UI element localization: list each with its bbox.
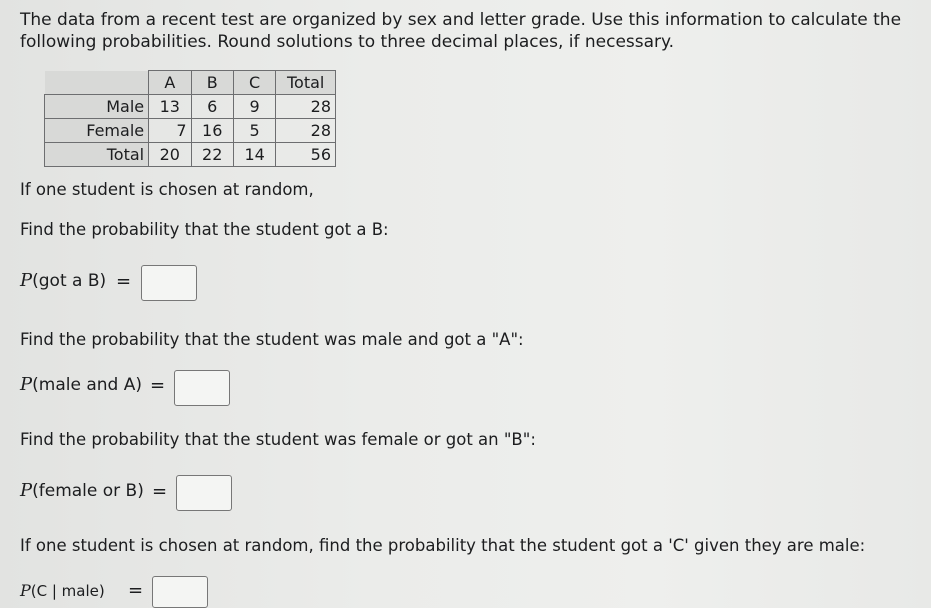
- intro-line-2: following probabilities. Round solutions to three decimal places, if necessary.: [20, 32, 675, 52]
- p-symbol: P: [20, 480, 33, 501]
- row-label-female: Female: [45, 119, 149, 143]
- equals-sign: =: [150, 375, 166, 396]
- p-symbol: P: [20, 374, 33, 395]
- table-cell: 16: [191, 119, 233, 143]
- table-cell: 6: [191, 95, 233, 119]
- table-cell: 22: [191, 143, 233, 167]
- expression-body: (female or B): [32, 481, 144, 501]
- equals-sign: =: [152, 481, 168, 502]
- equals-sign: =: [128, 580, 144, 601]
- expression-female-or-b: [20, 480, 144, 501]
- intro-text: [20, 9, 901, 53]
- table-header-total: Total: [276, 71, 336, 95]
- table-row: [45, 119, 336, 143]
- question-1: Find the probability that the student got a B:: [20, 220, 389, 239]
- row-label-male: Male: [45, 95, 149, 119]
- p-symbol: P: [20, 581, 31, 600]
- row-label-total: Total: [45, 143, 149, 167]
- expression-c-given-male: [20, 581, 105, 600]
- question-2: Find the probability that the student was male and got a "A":: [20, 330, 524, 349]
- expression-got-b: [20, 270, 106, 291]
- answer-input-got-b[interactable]: [141, 265, 197, 301]
- grade-table: [44, 70, 336, 167]
- table-header-a: A: [149, 71, 191, 95]
- expression-male-and-a: [20, 374, 142, 395]
- equals-sign: =: [116, 271, 132, 292]
- expression-body: (male and A): [32, 375, 142, 395]
- table-cell: 14: [233, 143, 275, 167]
- question-4: If one student is chosen at random, find the probability that the student got a 'C' given they are male:: [20, 536, 866, 555]
- answer-input-female-or-b[interactable]: [176, 475, 232, 511]
- table-cell: 13: [149, 95, 191, 119]
- table-cell: 5: [233, 119, 275, 143]
- table-cell: 28: [276, 95, 336, 119]
- expression-body: (got a B): [32, 271, 107, 291]
- question-3: Find the probability that the student was female or got an "B":: [20, 430, 536, 449]
- chosen-text: If one student is chosen at random,: [20, 180, 314, 199]
- table-cell: 20: [149, 143, 191, 167]
- table-corner-cell: [45, 71, 149, 95]
- answer-input-c-given-male[interactable]: [152, 576, 208, 608]
- table-cell: 56: [276, 143, 336, 167]
- table-row: [45, 95, 336, 119]
- intro-line-1: The data from a recent test are organized by sex and letter grade. Use this information to calculate the: [20, 10, 902, 30]
- p-symbol: P: [20, 270, 33, 291]
- expression-body: (C | male): [30, 582, 105, 600]
- answer-input-male-and-a[interactable]: [174, 370, 230, 406]
- table-cell: 28: [276, 119, 336, 143]
- table-header-c: C: [233, 71, 275, 95]
- table-header-row: [45, 71, 336, 95]
- table-row: [45, 143, 336, 167]
- table-cell: 7: [149, 119, 191, 143]
- table-header-b: B: [191, 71, 233, 95]
- table-cell: 9: [233, 95, 275, 119]
